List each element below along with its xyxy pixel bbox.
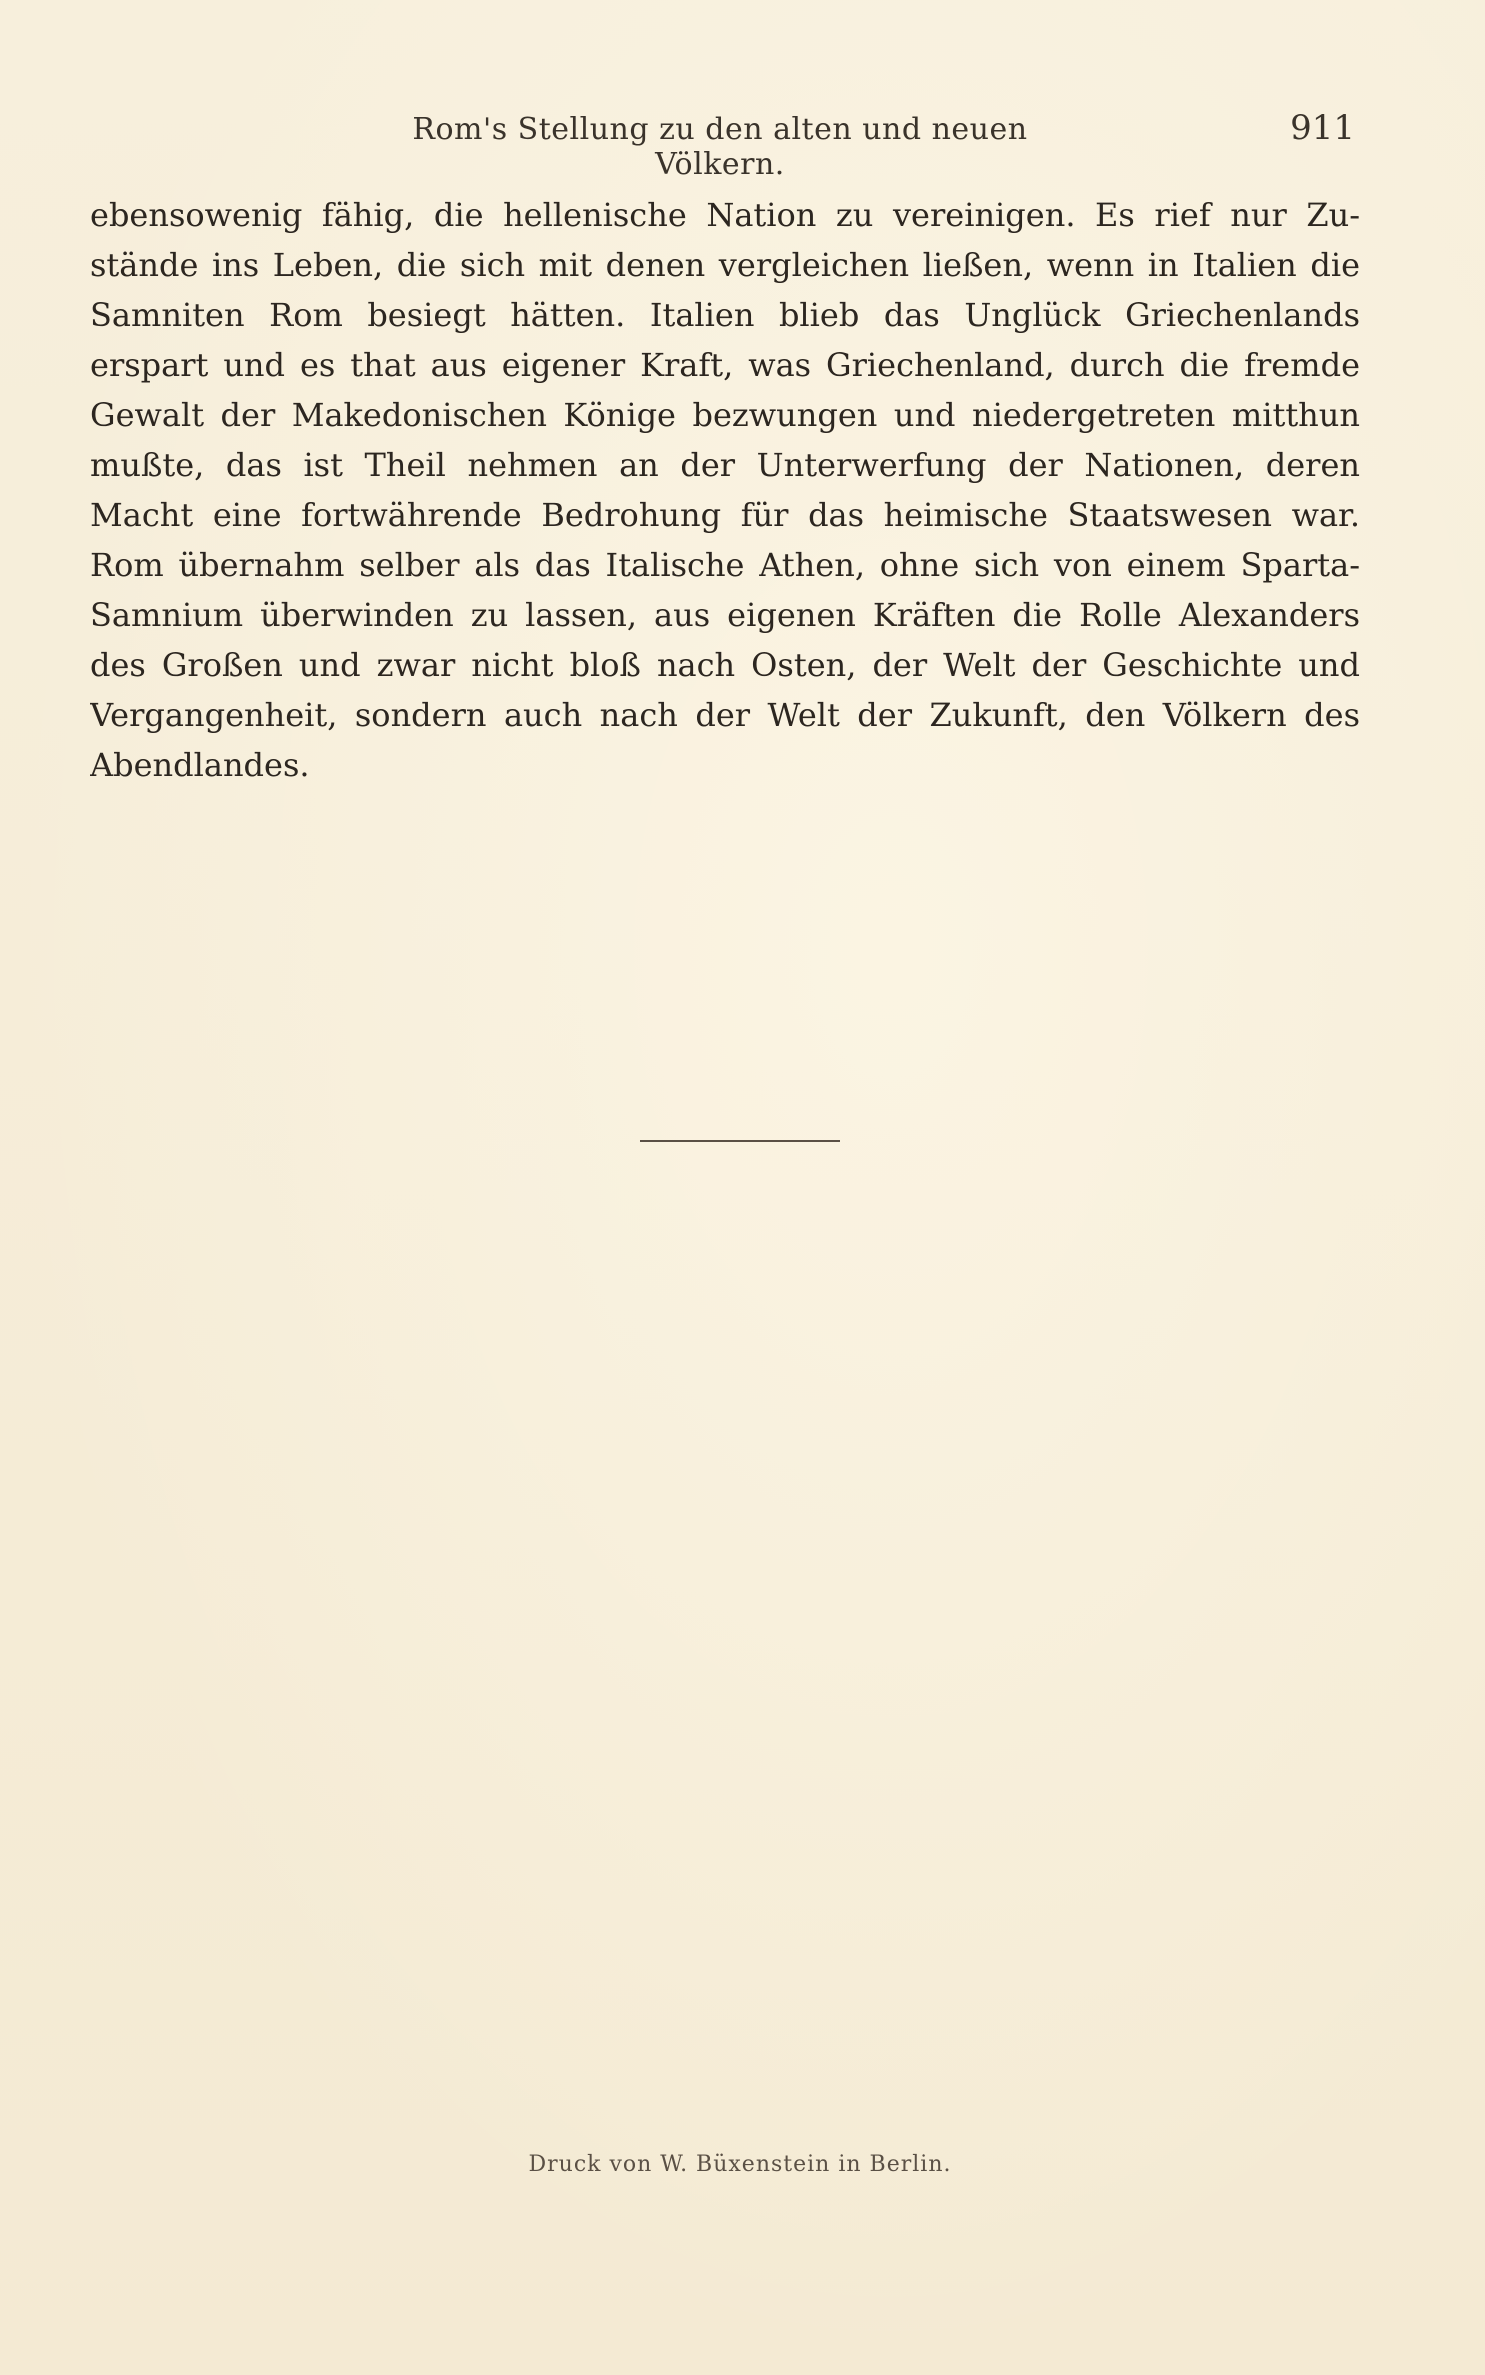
text-line: Macht eine fortwährende Bedrohung für das heimische Staatswesen war. bbox=[90, 496, 1360, 534]
section-divider bbox=[640, 1140, 840, 1142]
text-line: erspart und es that aus eigener Kraft, was Griechenland, durch die fremde bbox=[90, 346, 1360, 384]
text-line: ebensowenig fähig, die hellenische Nation zu vereinigen. Es rief nur Zu- bbox=[90, 196, 1360, 234]
text-line: Vergangenheit, sondern auch nach der Welt der Zukunft, den Völkern des bbox=[90, 696, 1360, 734]
text-line: des Großen und zwar nicht bloß nach Osten, der Welt der Geschichte und bbox=[90, 646, 1360, 684]
text-line: stände ins Leben, die sich mit denen vergleichen ließen, wenn in Italien die bbox=[90, 246, 1360, 284]
page-number: 911 bbox=[1290, 108, 1355, 148]
text-line: mußte, das ist Theil nehmen an der Unterwerfung der Nationen, deren bbox=[90, 446, 1360, 484]
printer-imprint: Druck von W. Büxenstein in Berlin. bbox=[528, 2152, 952, 2177]
running-head: Rom's Stellung zu den alten und neuen Völkern. bbox=[412, 112, 1028, 182]
text-line: Abendlandes. bbox=[90, 746, 310, 784]
text-line: Rom übernahm selber als das Italische Athen, ohne sich von einem Sparta- bbox=[90, 546, 1360, 584]
text-line: Samnium überwinden zu lassen, aus eigenen Kräften die Rolle Alexanders bbox=[90, 596, 1360, 634]
body-paragraph bbox=[90, 190, 1360, 790]
text-line: Gewalt der Makedonischen Könige bezwungen und niedergetreten mitthun bbox=[90, 396, 1360, 434]
text-line: Samniten Rom besiegt hätten. Italien blieb das Unglück Griechenlands bbox=[90, 296, 1360, 334]
